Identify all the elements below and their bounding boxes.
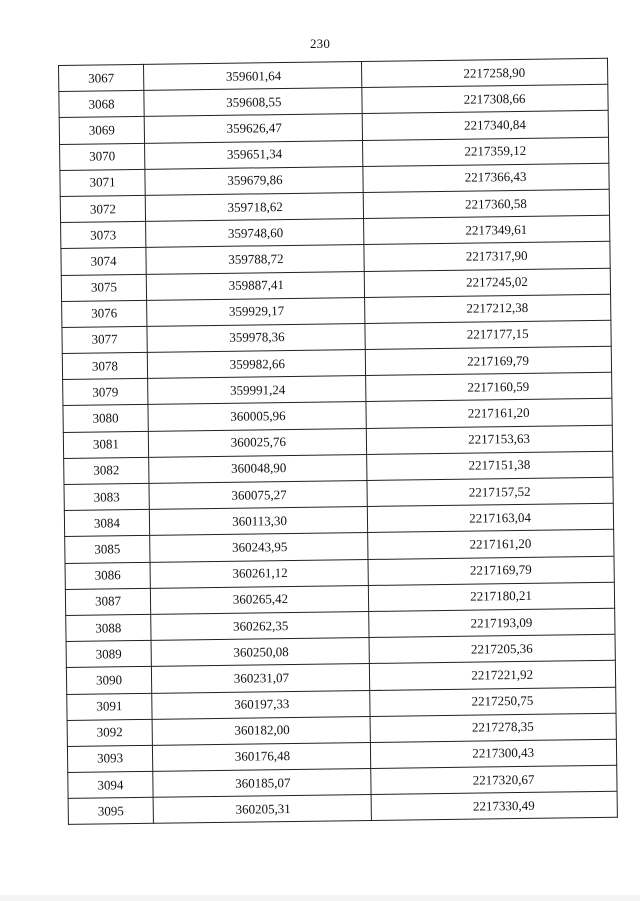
point-number-cell: 3078 — [62, 352, 147, 379]
x-coordinate-cell: 360113,30 — [149, 507, 367, 536]
point-number-cell: 3086 — [65, 562, 150, 589]
point-number-cell: 3077 — [62, 326, 147, 353]
y-coordinate-cell: 2217180,21 — [368, 582, 614, 611]
point-number-cell: 3067 — [59, 64, 144, 91]
x-coordinate-cell: 359788,72 — [146, 245, 364, 274]
x-coordinate-cell: 359887,41 — [146, 271, 364, 300]
point-number-cell: 3081 — [63, 431, 148, 458]
point-number-cell: 3090 — [66, 667, 151, 694]
x-coordinate-cell: 359978,36 — [147, 323, 365, 352]
point-number-cell: 3079 — [63, 379, 148, 406]
y-coordinate-cell: 2217359,12 — [363, 137, 609, 166]
x-coordinate-cell: 359991,24 — [148, 376, 366, 405]
x-coordinate-cell: 359601,64 — [143, 62, 361, 91]
y-coordinate-cell: 2217300,43 — [370, 739, 616, 768]
y-coordinate-cell: 2217278,35 — [370, 713, 616, 742]
y-coordinate-cell: 2217161,20 — [368, 530, 614, 559]
x-coordinate-cell: 359748,60 — [146, 219, 364, 248]
point-number-cell: 3073 — [61, 221, 146, 248]
point-number-cell: 3091 — [67, 693, 152, 720]
point-number-cell: 3094 — [68, 771, 153, 798]
y-coordinate-cell: 2217245,02 — [364, 268, 610, 297]
point-number-cell: 3070 — [60, 143, 145, 170]
x-coordinate-cell: 360261,12 — [150, 559, 368, 588]
x-coordinate-cell: 360205,31 — [153, 795, 371, 824]
point-number-cell: 3088 — [66, 614, 151, 641]
y-coordinate-cell: 2217163,04 — [367, 503, 613, 532]
y-coordinate-cell: 2217360,58 — [363, 189, 609, 218]
x-coordinate-cell: 359626,47 — [144, 114, 362, 143]
y-coordinate-cell: 2217169,79 — [365, 346, 611, 375]
x-coordinate-cell: 359679,86 — [145, 166, 363, 195]
y-coordinate-cell: 2217349,61 — [364, 215, 610, 244]
x-coordinate-cell: 360182,00 — [152, 716, 370, 745]
x-coordinate-cell: 359608,55 — [144, 88, 362, 117]
point-number-cell: 3093 — [67, 745, 152, 772]
y-coordinate-cell: 2217317,90 — [364, 242, 610, 271]
x-coordinate-cell: 360231,07 — [151, 664, 369, 693]
y-coordinate-cell: 2217330,49 — [371, 791, 617, 820]
point-number-cell: 3068 — [59, 91, 144, 118]
point-number-cell: 3071 — [60, 169, 145, 196]
x-coordinate-cell: 360265,42 — [150, 585, 368, 614]
point-number-cell: 3082 — [64, 457, 149, 484]
y-coordinate-cell: 2217157,52 — [367, 477, 613, 506]
x-coordinate-cell: 360048,90 — [149, 454, 367, 483]
x-coordinate-cell: 360262,35 — [151, 611, 369, 640]
x-coordinate-cell: 360197,33 — [152, 690, 370, 719]
x-coordinate-cell: 359982,66 — [147, 350, 365, 379]
point-number-cell: 3072 — [60, 195, 145, 222]
y-coordinate-cell: 2217153,63 — [366, 425, 612, 454]
y-coordinate-cell: 2217366,43 — [363, 163, 609, 192]
point-number-cell: 3080 — [63, 405, 148, 432]
x-coordinate-cell: 360243,95 — [150, 533, 368, 562]
y-coordinate-cell: 2217212,38 — [365, 294, 611, 323]
x-coordinate-cell: 360185,07 — [153, 769, 371, 798]
point-number-cell: 3075 — [61, 274, 146, 301]
x-coordinate-cell: 360250,08 — [151, 638, 369, 667]
coordinates-table — [58, 58, 618, 826]
y-coordinate-cell: 2217169,79 — [368, 556, 614, 585]
y-coordinate-cell: 2217320,67 — [371, 765, 617, 794]
point-number-cell: 3083 — [64, 483, 149, 510]
coordinates-table-body — [59, 58, 618, 825]
point-number-cell: 3074 — [61, 248, 146, 275]
y-coordinate-cell: 2217177,15 — [365, 320, 611, 349]
y-coordinate-cell: 2217205,36 — [369, 634, 615, 663]
x-coordinate-cell: 360005,96 — [148, 402, 366, 431]
x-coordinate-cell: 359929,17 — [147, 297, 365, 326]
point-number-cell: 3076 — [62, 300, 147, 327]
x-coordinate-cell: 359651,34 — [145, 140, 363, 169]
y-coordinate-cell: 2217161,20 — [366, 399, 612, 428]
x-coordinate-cell: 360075,27 — [149, 480, 367, 509]
y-coordinate-cell: 2217340,84 — [362, 111, 608, 140]
x-coordinate-cell: 359718,62 — [145, 192, 363, 221]
point-number-cell: 3087 — [65, 588, 150, 615]
y-coordinate-cell: 2217308,66 — [362, 84, 608, 113]
y-coordinate-cell: 2217221,92 — [369, 661, 615, 690]
y-coordinate-cell: 2217193,09 — [369, 608, 615, 637]
point-number-cell: 3084 — [64, 510, 149, 537]
x-coordinate-cell: 360176,48 — [152, 742, 370, 771]
point-number-cell: 3089 — [66, 640, 151, 667]
point-number-cell: 3085 — [65, 536, 150, 563]
x-coordinate-cell: 360025,76 — [148, 428, 366, 457]
point-number-cell: 3092 — [67, 719, 152, 746]
scan-bottom-edge — [0, 895, 640, 901]
point-number-cell: 3069 — [59, 117, 144, 144]
y-coordinate-cell: 2217160,59 — [366, 373, 612, 402]
y-coordinate-cell: 2217250,75 — [370, 687, 616, 716]
y-coordinate-cell: 2217258,90 — [361, 58, 607, 87]
point-number-cell: 3095 — [68, 798, 153, 825]
page-number: 230 — [309, 36, 331, 51]
y-coordinate-cell: 2217151,38 — [367, 451, 613, 480]
